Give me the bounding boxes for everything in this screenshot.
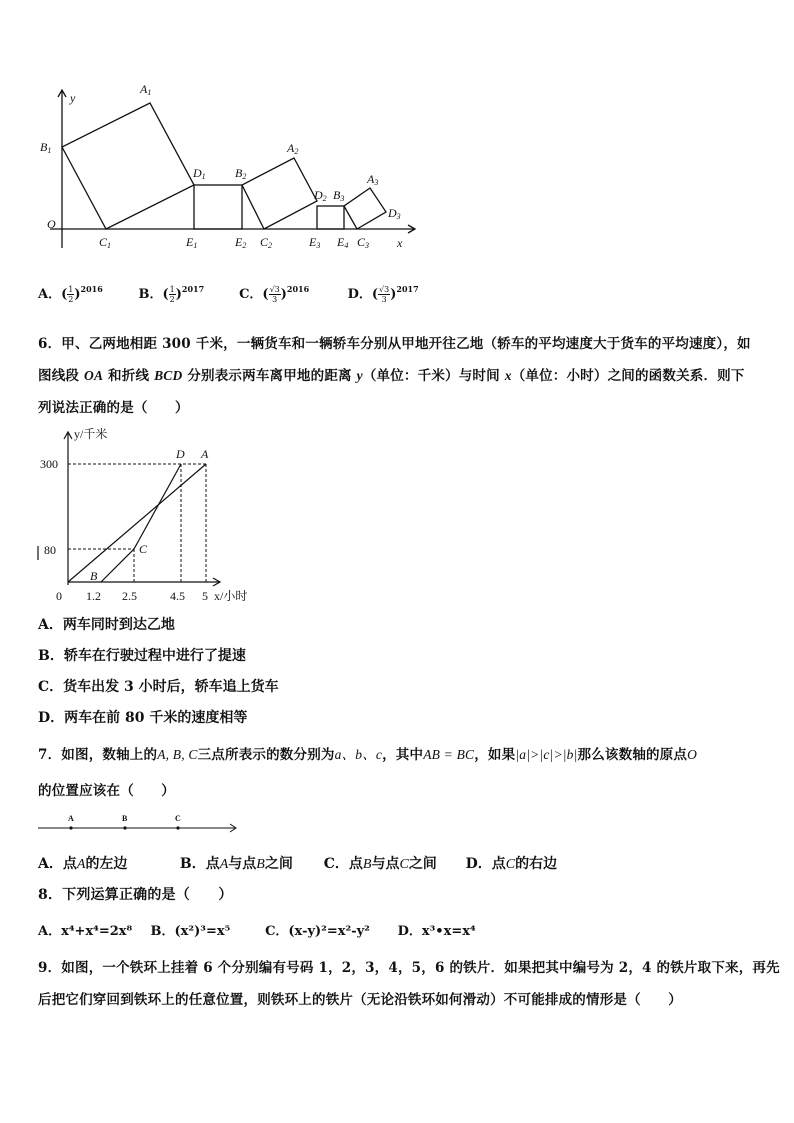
q7-stem-line-2: 的位置应该在（ ）	[38, 783, 175, 799]
q8-option-a: A．x⁴+x⁴=2x⁸	[38, 924, 133, 939]
square-2	[242, 158, 317, 229]
q5-option-d: D．( $\frac{√3}{3}$ )$^{2017}$	[347, 284, 419, 304]
graph-xtick-4-5: 4.5	[170, 589, 185, 603]
q9-stem-line-1: 9．如图，一个铁环上挂着 6 个分别编有号码 1，2，3，4，5，6 的铁片．如果把其中编号为 2，4 的铁片取下来，再先	[38, 960, 780, 976]
graph-origin: 0	[56, 589, 62, 603]
graph-xtick-2-5: 2.5	[122, 589, 137, 603]
q8-options	[38, 920, 476, 939]
q8-option-c: C．(x-y)²=x²-y²	[265, 924, 370, 939]
label-a3: A3	[367, 172, 379, 187]
q6-option-a: A．两车同时到达乙地	[38, 617, 175, 633]
q7-option-d: D．点C的右边	[465, 856, 558, 872]
graph-ylabel: y/千米	[74, 427, 108, 441]
q6-option-c: C．货车出发 3 小时后，轿车追上货车	[38, 679, 279, 695]
q7-options	[38, 853, 557, 873]
polyline-bcd	[101, 464, 181, 582]
q5-option-c: C．( $\frac{√3}{3}$ )$^{2016}$	[239, 284, 310, 304]
rect-1	[194, 185, 242, 229]
label-c1: C1	[99, 235, 112, 250]
q7-stem-line-1: 7．如图，数轴上的A, B, C三点所表示的数分别为a、b、c，其中AB = BC，如果|a|>|c|>|b|那么该数轴的原点O	[38, 747, 698, 763]
label-b3: B3	[333, 188, 345, 203]
q8-option-b: B．(x²)³=x⁵	[150, 924, 231, 939]
label-y: y	[70, 91, 76, 105]
label-x: x	[397, 236, 403, 250]
rect-2	[317, 206, 344, 229]
label-e1: E1	[186, 235, 198, 250]
label-o: O	[47, 217, 56, 231]
point-c-dot	[176, 826, 179, 829]
graph-ytick-80: 80	[44, 543, 56, 557]
label-e2: E2	[235, 235, 247, 250]
point-b-label: B	[122, 814, 128, 823]
q6-distance-time-graph	[30, 420, 270, 610]
label-d3: D3	[388, 206, 401, 221]
q7-option-b: B．点A与点B之间	[179, 856, 293, 872]
graph-ytick-300: 300	[40, 457, 58, 471]
q6-stem-line-3: 列说法正确的是（ ）	[38, 400, 189, 416]
label-b1: B1	[40, 140, 52, 155]
q7-number-line	[36, 810, 246, 840]
q8-stem: 8．下列运算正确的是（ ）	[38, 887, 233, 903]
label-a1: A1	[140, 82, 152, 97]
graph-xlabel: x/小时	[214, 589, 248, 603]
label-c3: C3	[357, 235, 370, 250]
point-b-dot	[123, 826, 126, 829]
label-e4: E4	[337, 235, 349, 250]
graph-point-a: A	[201, 447, 209, 461]
q5-option-b: B．( $\frac{1}{2}$ )$^{2017}$	[138, 284, 205, 304]
label-d2: D2	[314, 188, 327, 203]
label-b2: B2	[235, 166, 247, 181]
point-c-label: C	[175, 814, 181, 823]
q6-stem-line-1: 6．甲、乙两地相距 300 千米，一辆货车和一辆轿车分别从甲地开往乙地（轿车的平均速度大于货车的平均速度），如	[38, 336, 751, 352]
square-3	[344, 188, 386, 229]
label-e3: E3	[309, 235, 321, 250]
q6-stem-line-2: 图线段 OA 和折线 BCD 分别表示两车离甲地的距离 y（单位：千米）与时间 x（单位：小时）之间的函数关系．则下	[38, 368, 745, 384]
label-a2: A2	[287, 141, 299, 156]
point-a-label: A	[68, 814, 74, 823]
graph-point-c: C	[139, 542, 148, 556]
q7-option-a: A．点A的左边	[38, 856, 128, 872]
square-1	[62, 103, 194, 229]
q6-option-d: D．两车在前 80 千米的速度相等	[38, 710, 248, 726]
graph-point-d: D	[176, 447, 185, 461]
q9-stem-line-2: 后把它们穿回到铁环上的任意位置，则铁环上的铁片（无论沿铁环如何滑动）不可能排成的情形是（ ）	[38, 992, 682, 1008]
q5-option-a: A．( $\frac{1}{2}$ )$^{2016}$	[38, 284, 103, 304]
graph-xtick-5: 5	[202, 589, 208, 603]
graph-xtick-1-2: 1.2	[86, 589, 101, 603]
point-a-dot	[69, 826, 72, 829]
label-d1: D1	[193, 166, 206, 181]
q8-option-d: D．x³•x=x⁴	[397, 924, 476, 939]
squares-figure	[30, 80, 420, 255]
q7-option-c: C．点B与点C之间	[323, 856, 437, 872]
q6-option-b: B．轿车在行驶过程中进行了提速	[38, 648, 246, 664]
graph-point-b: B	[90, 569, 98, 583]
q5-options	[38, 283, 452, 304]
segment-oa	[68, 464, 206, 582]
label-c2: C2	[260, 235, 273, 250]
